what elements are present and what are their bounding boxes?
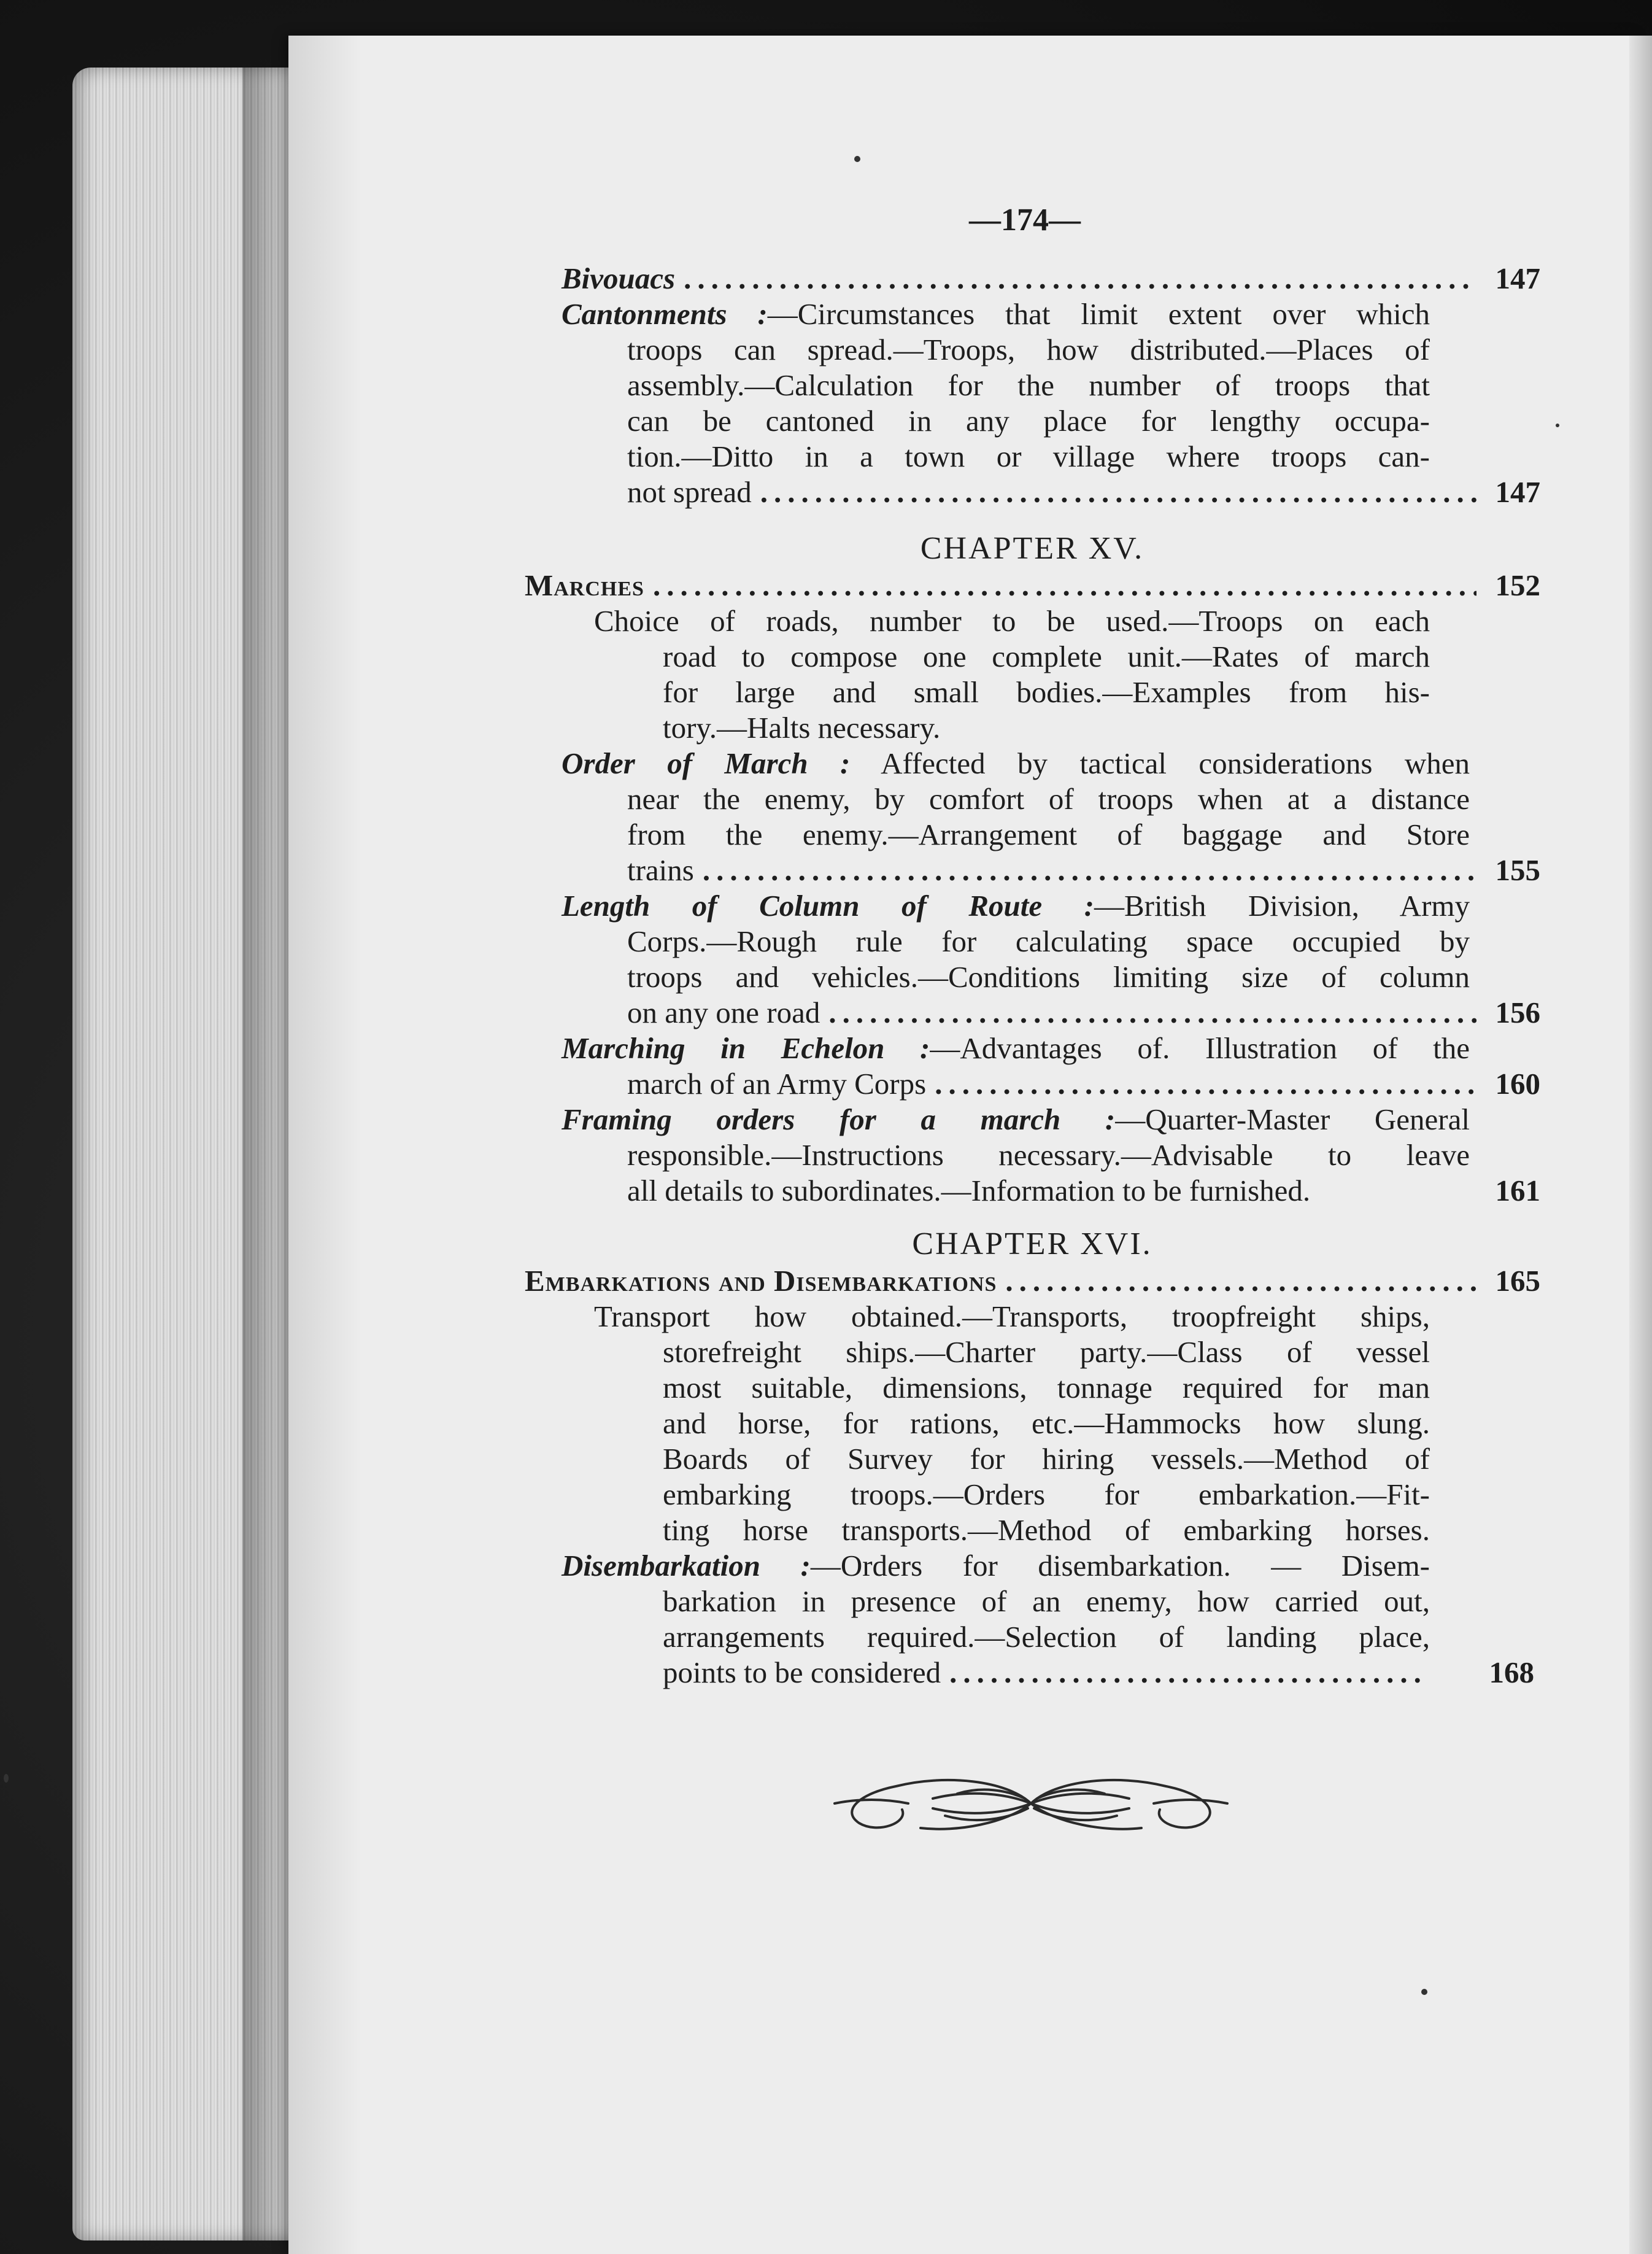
entry-marches — [525, 568, 1540, 603]
entry-text-line: near the enemy, by comfort of troops when at a distance — [627, 782, 1470, 816]
dot-leader — [684, 261, 1476, 296]
entry-text-line: storefreight ships.—Charter party.—Class of vessel — [663, 1335, 1430, 1369]
entry-text: all details to subordinates.—Information to be furnished. — [627, 1174, 1311, 1207]
entry-title: Bivouacs — [562, 261, 676, 295]
chapter-heading-xv: CHAPTER XV. — [920, 531, 1144, 566]
entry-text-line: for large and small bodies.—Examples from his- — [663, 675, 1430, 709]
entry-text: —Quarter-Master General — [1115, 1102, 1470, 1136]
entry-page: 168 — [1489, 1656, 1534, 1689]
entry-page: 147 — [1495, 261, 1540, 295]
entry-title: Embarkations and Disembarkations — [525, 1264, 997, 1298]
entry-disembarkation — [562, 1548, 1430, 1584]
entry-text: —Circumstances that limit extent over which — [767, 297, 1430, 331]
entry-text: not spread — [627, 475, 752, 509]
entry-bivouacs — [562, 261, 1540, 296]
entry-text-line: barkation in presence of an enemy, how carried out, — [663, 1584, 1430, 1618]
entry-text-line: troops and vehicles.—Conditions limiting size of column — [627, 960, 1470, 994]
dot-leader — [949, 1655, 1421, 1690]
entry-text-line: assembly.—Calculation for the number of troops that — [627, 368, 1430, 402]
scan-speck — [854, 156, 860, 162]
scan-speck — [1421, 1989, 1427, 1995]
entry-text-line: Choice of roads, number to be used.—Troops on each — [594, 604, 1430, 638]
entry-text-line: from the enemy.—Arrangement of baggage and Store — [627, 818, 1470, 851]
entry-cantonments-last — [627, 474, 1540, 510]
chapter-heading-xvi: CHAPTER XVI. — [912, 1226, 1152, 1261]
entry-embarkations — [525, 1263, 1540, 1299]
scroll-flourish-icon — [822, 1756, 1240, 1848]
entry-text-line: responsible.—Instructions necessary.—Advisable to leave — [627, 1138, 1470, 1172]
entry-framing-orders-last — [627, 1173, 1540, 1209]
entry-title: Cantonments : — [562, 297, 768, 331]
entry-text: Affected by tactical considerations when — [850, 746, 1470, 780]
entry-text-line: embarking troops.—Orders for embarkation.—Fit- — [663, 1477, 1430, 1511]
dot-leader — [703, 853, 1476, 888]
entry-text: trains — [627, 853, 694, 887]
entry-text-line: tion.—Ditto in a town or village where troops can- — [627, 440, 1430, 473]
dot-leader — [828, 995, 1476, 1031]
dot-leader — [760, 474, 1476, 510]
entry-page: 165 — [1495, 1264, 1540, 1298]
entry-page: 147 — [1495, 475, 1540, 509]
dot-leader — [653, 568, 1476, 603]
entry-text: march of an Army Corps — [627, 1067, 927, 1101]
entry-order-of-march-last — [627, 853, 1540, 888]
entry-page: 156 — [1495, 996, 1540, 1029]
page-number: —174— — [969, 203, 1081, 238]
entry-cantonments — [562, 296, 1430, 332]
entry-framing-orders — [562, 1102, 1470, 1137]
entry-text: on any one road — [627, 996, 820, 1029]
entry-text: —Orders for disembarkation. — Disem- — [810, 1549, 1430, 1582]
entry-text-line: tory.—Halts necessary. — [663, 711, 941, 745]
entry-text: points to be considered — [663, 1656, 941, 1689]
entry-title: Order of March : — [562, 746, 851, 780]
entry-disembarkation-last — [663, 1655, 1430, 1690]
entry-length-of-column-last — [627, 995, 1540, 1031]
entry-page: 160 — [1495, 1067, 1540, 1101]
entry-text-line: ting horse transports.—Method of embarking horses. — [663, 1513, 1430, 1547]
entry-text-line: road to compose one complete unit.—Rates of march — [663, 640, 1430, 673]
entry-marching-in-echelon — [562, 1031, 1470, 1066]
entry-title: Marches — [525, 568, 644, 602]
entry-length-of-column — [562, 888, 1470, 924]
entry-text-line: Transport how obtained.—Transports, troopfreight ships, — [594, 1299, 1430, 1333]
entry-order-of-march — [562, 746, 1470, 781]
entry-text-line: troops can spread.—Troops, how distributed.—Places of — [627, 333, 1430, 366]
entry-text: —Advantages of. Illustration of the — [930, 1031, 1470, 1065]
entry-text-line: Boards of Survey for hiring vessels.—Method of — [663, 1442, 1430, 1476]
scan-speck — [1556, 424, 1559, 427]
entry-text-line: most suitable, dimensions, tonnage required for man — [663, 1371, 1430, 1404]
dot-leader — [1005, 1263, 1476, 1299]
entry-title: Framing orders for a march : — [562, 1102, 1116, 1136]
entry-text-line: arrangements required.—Selection of landing place, — [663, 1620, 1430, 1654]
entry-text-line: Corps.—Rough rule for calculating space occupied by — [627, 924, 1470, 958]
entry-text: —British Division, Army — [1094, 889, 1470, 923]
entry-title: Disembarkation : — [562, 1549, 811, 1582]
entry-text-line: and horse, for rations, etc.—Hammocks how slung. — [663, 1406, 1430, 1440]
entry-page: 152 — [1495, 568, 1540, 602]
entry-page: 161 — [1495, 1174, 1540, 1207]
entry-page: 155 — [1495, 853, 1540, 887]
entry-title: Marching in Echelon : — [562, 1031, 930, 1065]
dot-leader — [935, 1066, 1476, 1102]
entry-marching-in-echelon-last — [627, 1066, 1540, 1102]
entry-title: Length of Column of Route : — [562, 889, 1094, 923]
entry-text-line: can be cantoned in any place for lengthy occupa- — [627, 404, 1430, 438]
scan-speck — [4, 1774, 9, 1783]
